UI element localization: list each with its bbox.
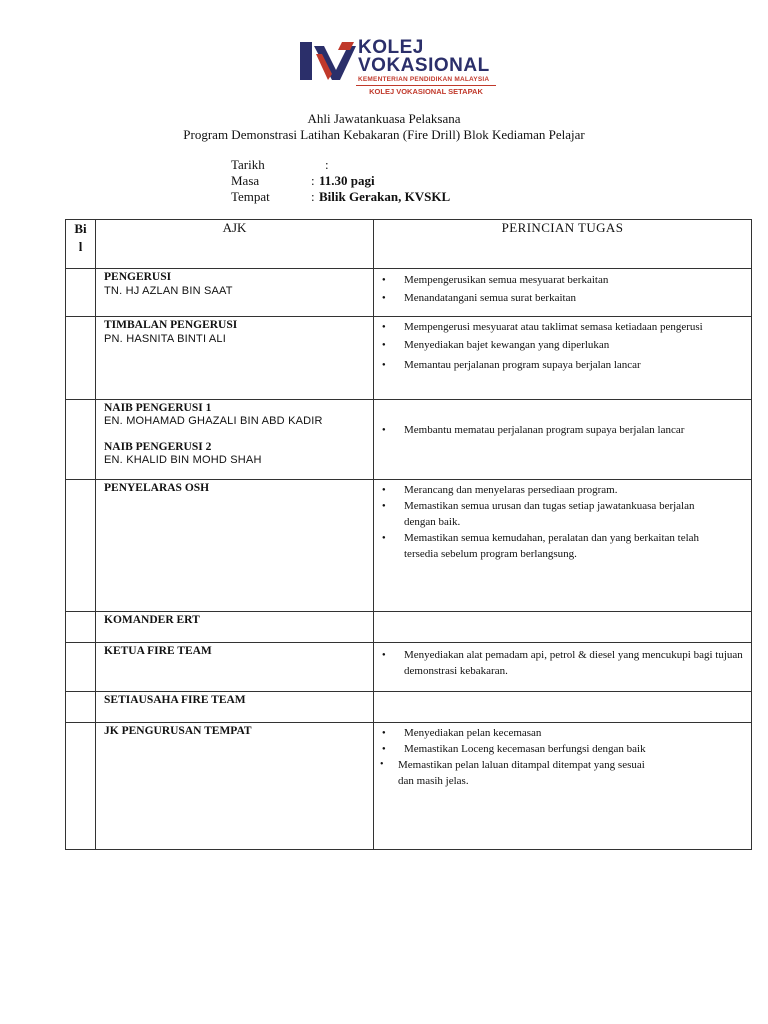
ajk-cell bbox=[96, 643, 374, 692]
role-title: NAIB PENGERUSI 1 bbox=[104, 402, 212, 414]
header-perincian-tugas: PERINCIAN TUGAS bbox=[374, 220, 752, 269]
role-title: TIMBALAN PENGERUSI bbox=[104, 319, 238, 331]
table-row bbox=[66, 692, 752, 723]
task-item: ● Memastikan Loceng kecemasan berfungsi dengan baik bbox=[374, 741, 743, 757]
task-list bbox=[374, 647, 751, 679]
header-bil bbox=[66, 220, 96, 269]
bil-cell bbox=[66, 317, 96, 400]
tarikh-colon: : bbox=[325, 157, 329, 172]
ajk-cell bbox=[96, 317, 374, 400]
masa-colon: : bbox=[311, 173, 315, 188]
role-title: JK PENGURUSAN TEMPAT bbox=[104, 725, 252, 737]
table-row bbox=[66, 612, 752, 643]
bil-cell bbox=[66, 612, 96, 643]
header-bil-part2: l bbox=[78, 239, 83, 254]
task-item: ● Menyediakan alat pemadam api, petrol & diesel yang mencukupi bagi tujuan demonstrasi kebakaran. bbox=[374, 647, 743, 679]
task-list bbox=[374, 725, 751, 789]
role-title: PENGERUSI bbox=[104, 271, 172, 283]
ajk-cell bbox=[96, 400, 374, 480]
header-ajk: AJK bbox=[96, 220, 374, 269]
role-title: KOMANDER ERT bbox=[104, 614, 200, 626]
task-item: ● Menandatangani semua surat berkaitan bbox=[374, 290, 743, 306]
member-name-2: EN. KHALID BIN MOHD SHAH bbox=[104, 454, 262, 466]
task-list bbox=[374, 422, 751, 438]
ajk-cell bbox=[96, 723, 374, 850]
kv-logo-mark-icon bbox=[298, 40, 356, 82]
logo-college-name: KOLEJ VOKASIONAL SETAPAK bbox=[356, 85, 496, 97]
role-title: PENYELARAS OSH bbox=[104, 482, 210, 494]
task-item: • Memastikan pelan laluan ditampal ditempat yang sesuai dan masih jelas. bbox=[374, 757, 648, 789]
tasks-cell bbox=[374, 692, 752, 723]
masa-value: 11.30 pagi bbox=[319, 173, 375, 188]
task-item: ● Mempengerusi mesyuarat atau taklimat semasa ketiadaan pengerusi bbox=[374, 319, 704, 335]
masa-label: Masa bbox=[231, 173, 260, 188]
bil-cell bbox=[66, 643, 96, 692]
logo-line-1: KOLEJ bbox=[358, 37, 424, 58]
table-row bbox=[66, 317, 752, 400]
table-row bbox=[66, 480, 752, 612]
tempat-value: Bilik Gerakan, KVSKL bbox=[319, 189, 451, 204]
tasks-cell bbox=[374, 269, 752, 317]
tasks-cell bbox=[374, 400, 752, 480]
table-row bbox=[66, 643, 752, 692]
task-item: ● Menyediakan pelan kecemasan bbox=[374, 725, 743, 741]
tasks-cell bbox=[374, 643, 752, 692]
task-item: ● Menyediakan bajet kewangan yang diperlukan bbox=[374, 337, 743, 353]
tempat-colon: : bbox=[311, 189, 315, 204]
table-header-row bbox=[66, 220, 752, 269]
member-name: PN. HASNITA BINTI ALI bbox=[104, 333, 226, 345]
ajk-cell bbox=[96, 692, 374, 723]
tempat-label: Tempat bbox=[231, 189, 270, 204]
task-item: ● Merancang dan menyelaras persediaan program. bbox=[374, 482, 619, 498]
table-row bbox=[66, 269, 752, 317]
tasks-cell bbox=[374, 723, 752, 850]
bil-cell bbox=[66, 269, 96, 317]
document-subtitle: Program Demonstrasi Latihan Kebakaran (Fire Drill) Blok Kediaman Pelajar bbox=[183, 127, 585, 142]
task-list bbox=[374, 272, 751, 306]
bil-cell bbox=[66, 480, 96, 612]
bil-cell bbox=[66, 723, 96, 850]
task-item: ● Memantau perjalanan program supaya berjalan lancar bbox=[374, 357, 743, 373]
document-title: Ahli Jawatankuasa Pelaksana bbox=[307, 111, 461, 126]
tasks-cell bbox=[374, 317, 752, 400]
member-name: TN. HJ AZLAN BIN SAAT bbox=[104, 285, 233, 297]
task-item: ● Membantu mematau perjalanan program supaya berjalan lancar bbox=[374, 422, 743, 438]
bil-cell bbox=[66, 400, 96, 480]
tasks-cell bbox=[374, 480, 752, 612]
logo-line-2: VOKASIONAL bbox=[358, 55, 490, 76]
task-list bbox=[374, 319, 751, 373]
tarikh-label: Tarikh bbox=[231, 157, 265, 172]
task-list bbox=[374, 482, 751, 562]
role-title-2: NAIB PENGERUSI 2 bbox=[104, 441, 212, 453]
header-bil-part1: Bi bbox=[74, 221, 87, 236]
member-name: EN. MOHAMAD GHAZALI BIN ABD KADIR bbox=[104, 415, 323, 427]
bil-cell bbox=[66, 692, 96, 723]
role-title: SETIAUSAHA FIRE TEAM bbox=[104, 694, 246, 706]
logo-ministry: KEMENTERIAN PENDIDIKAN MALAYSIA bbox=[358, 76, 490, 83]
table-row bbox=[66, 723, 752, 850]
task-item: ● Mempengerusikan semua mesyuarat berkaitan bbox=[374, 272, 743, 288]
ajk-cell bbox=[96, 612, 374, 643]
college-logo bbox=[298, 37, 498, 100]
table-row bbox=[66, 400, 752, 480]
tasks-cell bbox=[374, 612, 752, 643]
ajk-cell bbox=[96, 269, 374, 317]
task-item: ● Memastikan semua kemudahan, peralatan dan yang berkaitan telah tersedia sebelum program berlangsung. bbox=[374, 530, 724, 562]
ajk-cell bbox=[96, 480, 374, 612]
role-title: KETUA FIRE TEAM bbox=[104, 645, 212, 657]
task-item: ● Memastikan semua urusan dan tugas setiap jawatankuasa berjalan dengan baik. bbox=[374, 498, 724, 530]
committee-table bbox=[65, 219, 752, 850]
